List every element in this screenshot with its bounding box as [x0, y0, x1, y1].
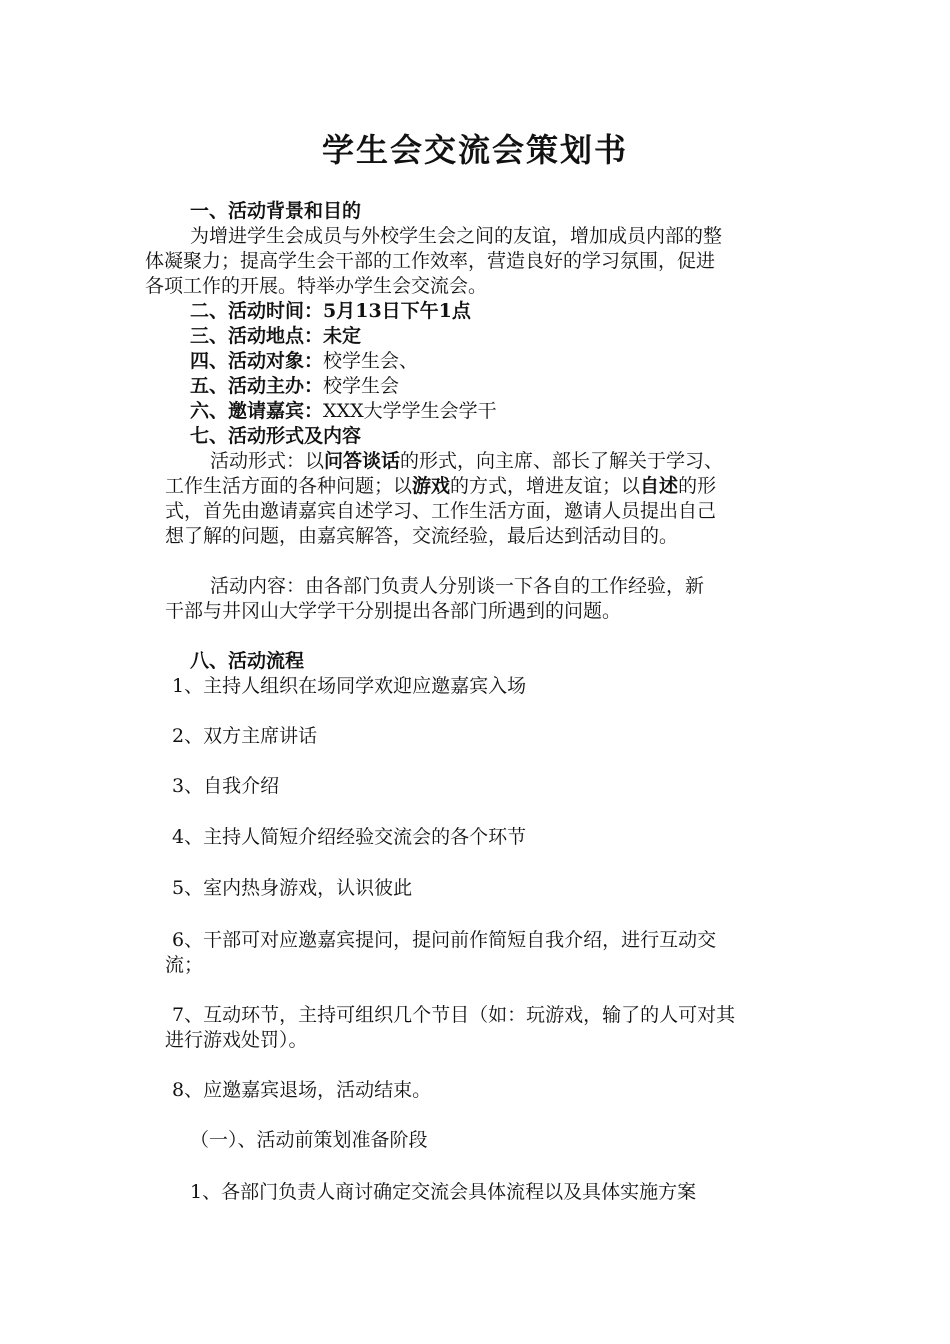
section-7-form-line-2 — [165, 474, 716, 499]
section-1-paragraph-line-1: 为增进学生会成员与外校学生会之间的友谊，增加成员内部的整 — [190, 225, 723, 247]
flow-item-6-line-1: 6、干部可对应邀嘉宾提问，提问前作简短自我介绍，进行互动交 — [172, 929, 717, 951]
section-6-line — [190, 399, 497, 424]
flow-item-6-line-2: 流； — [165, 954, 204, 976]
flow-item-5: 5、室内热身游戏，认识彼此 — [172, 877, 413, 899]
section-7-form-line-1 — [210, 449, 723, 474]
stage-heading: （一）、活动前策划准备阶段 — [190, 1129, 428, 1151]
flow-item-3: 3、自我介绍 — [172, 775, 280, 797]
form-text: 的方式，增进友谊；以 — [450, 475, 641, 497]
section-1-heading: 一、活动背景和目的 — [190, 200, 362, 222]
flow-item-7-line-2: 进行游戏处罚）。 — [165, 1029, 308, 1051]
flow-item-8: 8、应邀嘉宾退场，活动结束。 — [172, 1079, 432, 1101]
flow-item-7-line-1: 7、互动环节，主持可组织几个节目（如：玩游戏，输了的人可对其 — [172, 1004, 736, 1026]
section-6-label: 六、邀请嘉宾： — [190, 400, 324, 422]
section-6-value: XXX大学学生会学干 — [323, 400, 497, 422]
section-5-label: 五、活动主办： — [190, 375, 324, 397]
section-7-heading: 七、活动形式及内容 — [190, 425, 362, 447]
section-4-value: 校学生会、 — [323, 350, 419, 372]
section-1-paragraph-line-3: 各项工作的开展。特举办学生会交流会。 — [145, 275, 488, 297]
section-5-line — [190, 374, 399, 399]
section-8-heading: 八、活动流程 — [190, 650, 305, 672]
section-3-heading: 三、活动地点：未定 — [190, 325, 362, 347]
section-7-form-line-4: 想了解的问题，由嘉宾解答，交流经验，最后达到活动目的。 — [165, 525, 679, 547]
form-text: 的形 — [678, 475, 717, 497]
section-5-value: 校学生会 — [323, 375, 400, 397]
form-text: 的形式，向主席、部长了解关于学习、 — [400, 450, 724, 472]
section-7-content-line-2: 干部与井冈山大学学干分别提出各部门所遇到的问题。 — [165, 600, 622, 622]
section-7-form-line-3: 式，首先由邀请嘉宾自述学习、工作生活方面，邀请人员提出自己 — [165, 500, 717, 522]
section-4-line — [190, 349, 418, 374]
section-4-label: 四、活动对象： — [190, 350, 324, 372]
section-2-heading: 二、活动时间：5月13日下午1点 — [190, 300, 471, 322]
stage-item-1: 1、各部门负责人商讨确定交流会具体流程以及具体实施方案 — [190, 1181, 697, 1203]
form-text: 活动形式：以 — [210, 450, 325, 472]
section-7-content-line-1: 活动内容：由各部门负责人分别谈一下各自的工作经验，新 — [210, 575, 705, 597]
form-emphasis-game: 游戏 — [412, 475, 451, 497]
form-emphasis-self: 自述 — [640, 475, 679, 497]
flow-item-2: 2、双方主席讲话 — [172, 725, 318, 747]
flow-item-4: 4、主持人简短介绍经验交流会的各个环节 — [172, 826, 527, 848]
section-1-paragraph-line-2: 体凝聚力；提高学生会干部的工作效率，营造良好的学习氛围，促进 — [145, 250, 716, 272]
form-emphasis-qa: 问答谈话 — [324, 450, 401, 472]
form-text: 工作生活方面的各种问题；以 — [165, 475, 413, 497]
document-title: 学生会交流会策划书 — [321, 131, 628, 169]
flow-item-1: 1、主持人组织在场同学欢迎应邀嘉宾入场 — [172, 675, 527, 697]
